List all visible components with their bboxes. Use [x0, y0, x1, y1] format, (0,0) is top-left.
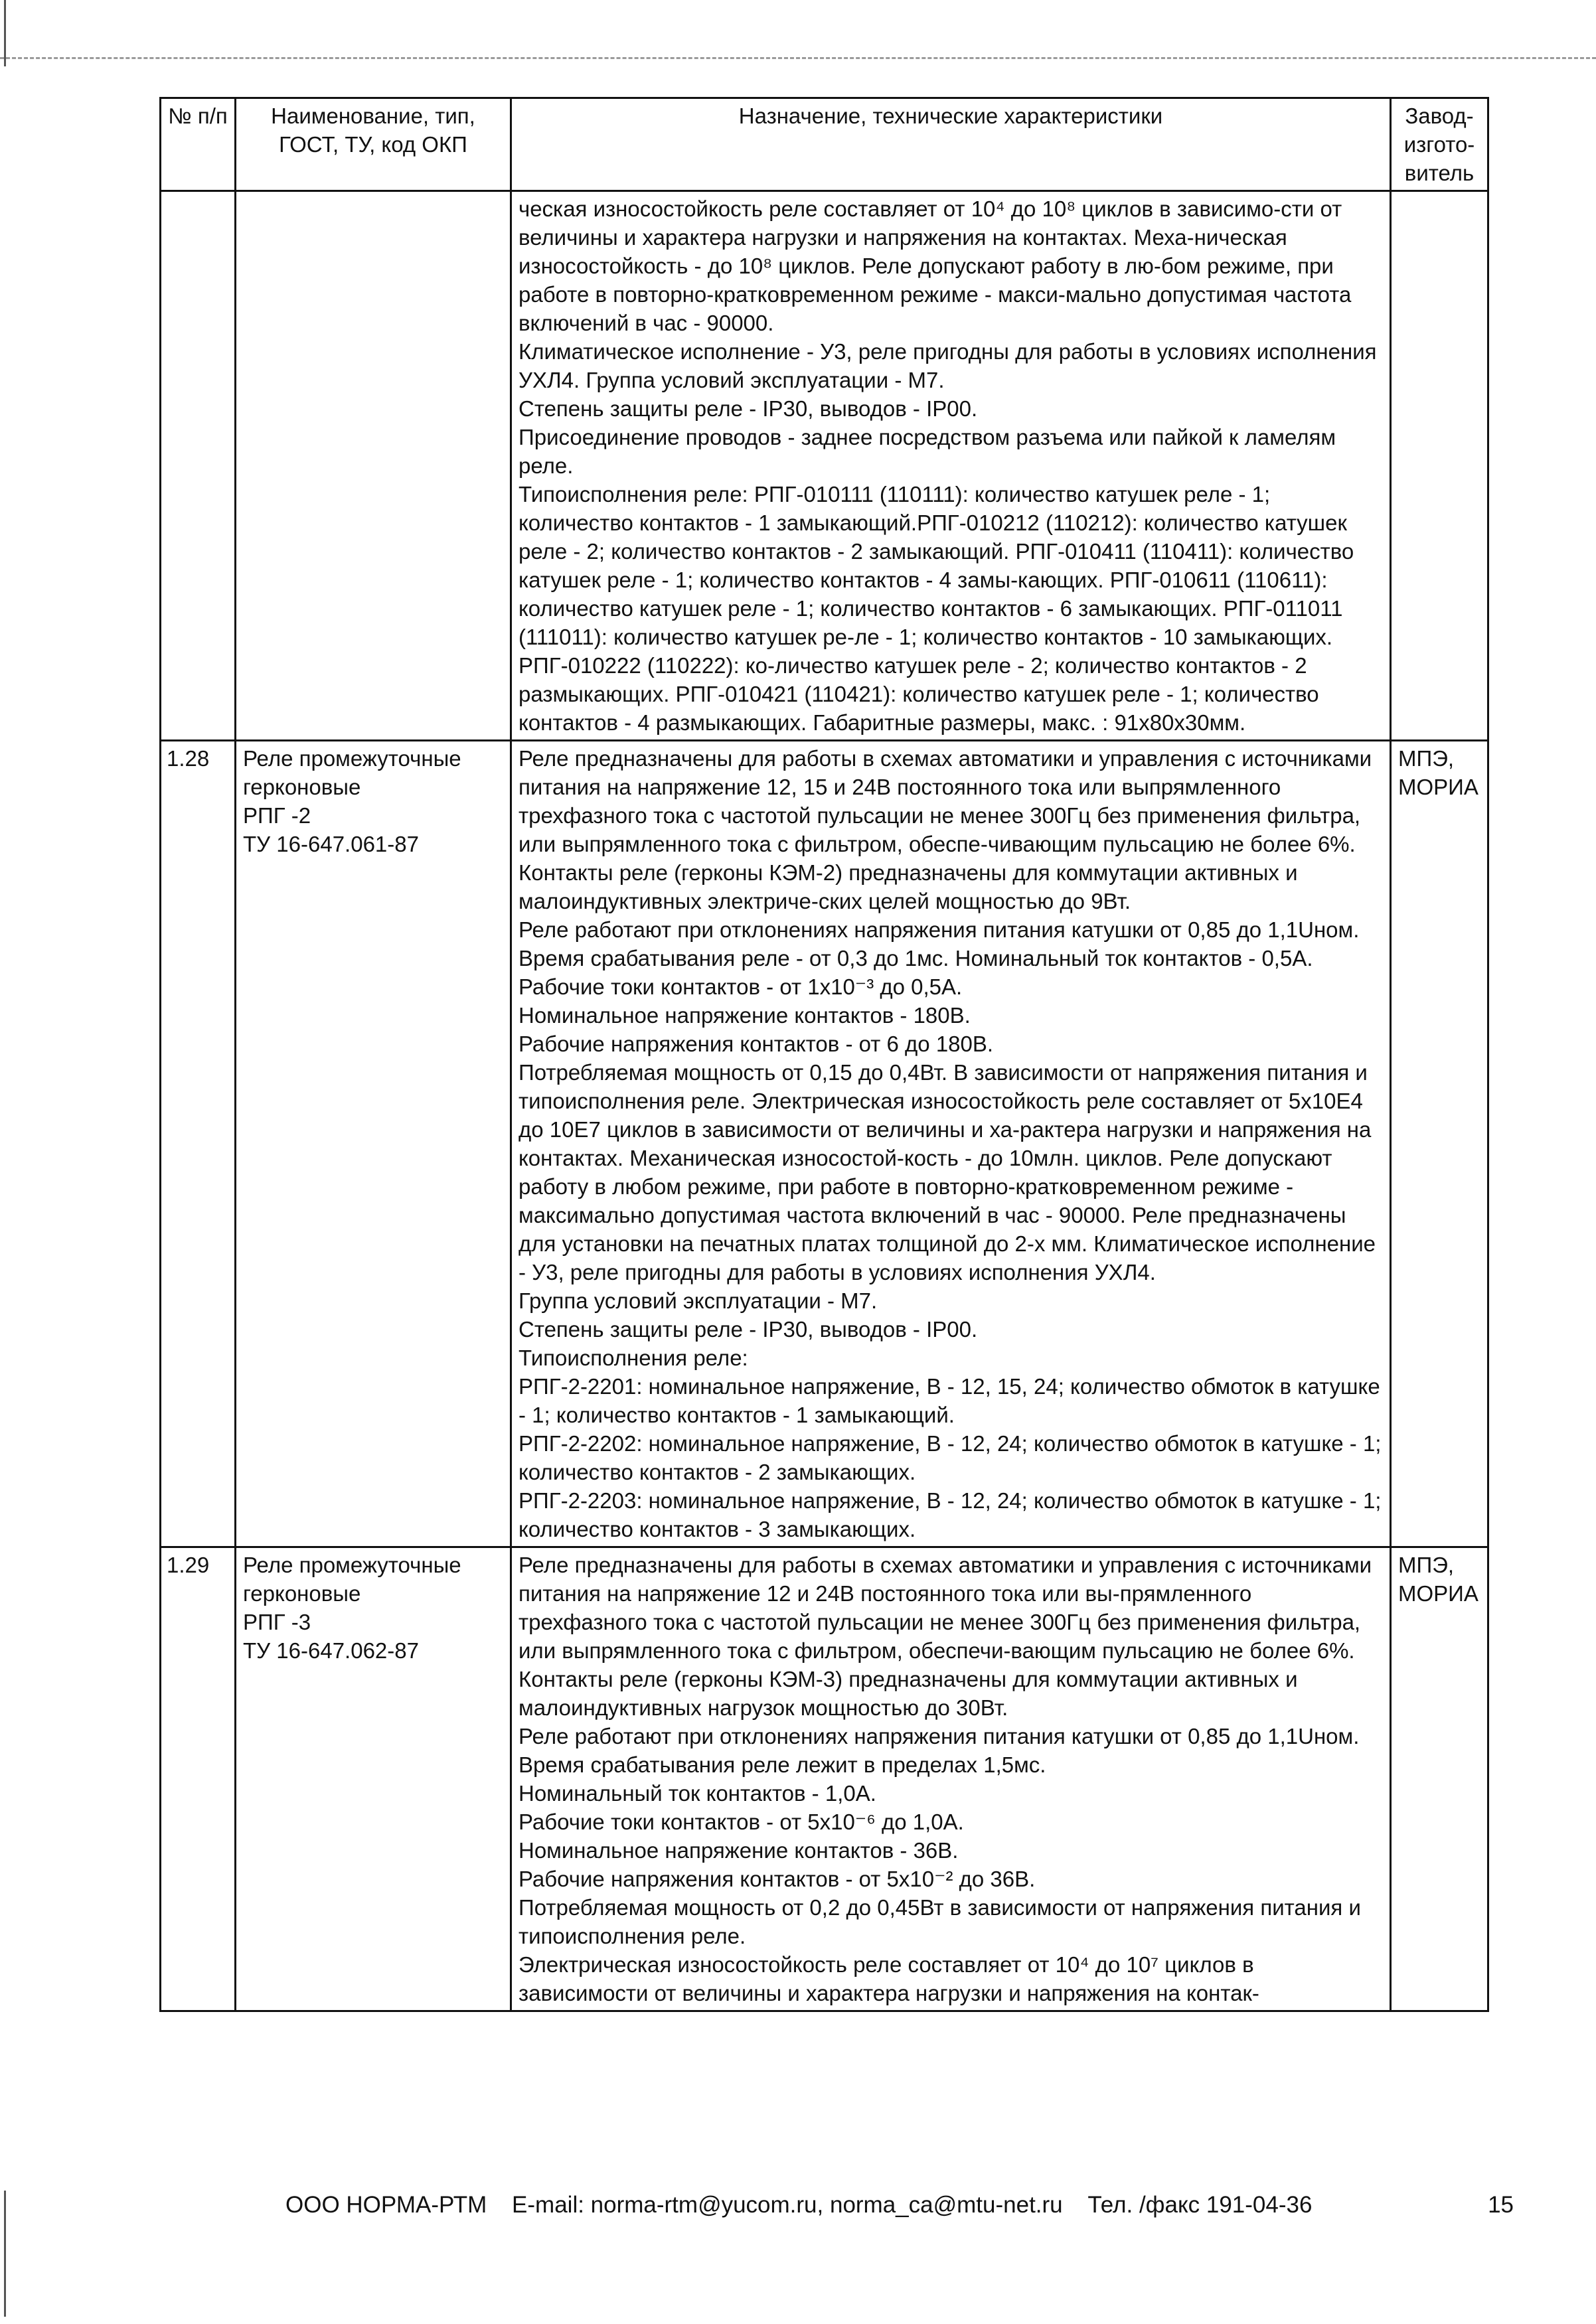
scan-artifact-line [0, 57, 1596, 59]
maker-cell [1391, 191, 1488, 741]
paragraph: Группа условий эксплуатации - М7. [519, 1288, 878, 1313]
paragraph: Реле работают при отклонениях напряжения питания катушки от 0,85 до 1,1Uном. Время срабатывания реле лежит в пределах 1,5мс. [519, 1724, 1360, 1777]
paragraph: Номинальное напряжение контактов - 180В. [519, 1003, 971, 1028]
footer-phone: Тел. /факс 191-04-36 [1087, 2192, 1313, 2218]
paragraph: Реле предназначены для работы в схемах автоматики и управления с источниками питания на напряжение 12, 15 и 24В постоянного тока или выпрямленного трехфазного тока с частотой пульсации не менее 300Гц без применения фильтра, или выпрямленного тока с фильтром, обеспе-чивающим пульсацию не более 6%. Контакты реле (герконы КЭМ-2) предназначены для коммутации активных и малоиндуктивных электриче-ских целей мощностью до 9Вт. [519, 746, 1372, 913]
header-purpose: Назначение, технические характеристики [511, 98, 1391, 191]
name-line: Реле промежуточные [243, 746, 461, 771]
footer-email: E-mail: norma-rtm@yucom.ru, norma_ca@mtu-net.ru [512, 2192, 1063, 2218]
name-line: Реле промежуточные [243, 1553, 461, 1577]
num-cell: 1.29 [161, 1547, 236, 2011]
header-name: Наименование, тип, ГОСТ, ТУ, код ОКП [236, 98, 511, 191]
paragraph: Климатическое исполнение - У3, реле пригодны для работы в условиях исполнения УХЛ4. Группа условий эксплуатации - М7. [519, 339, 1377, 392]
paragraph: Реле предназначены для работы в схемах автоматики и управления с источниками питания на напряжение 12 и 24В постоянного тока или вы-прямленного трехфазного тока с частотой пульсации не менее 300Гц без применения фильтра, или выпрямленного тока с фильтром, обеспечи-вающим пульсацию не более 6%. [519, 1553, 1372, 1663]
name-cell [236, 741, 511, 1547]
purpose-cell [511, 1547, 1391, 2011]
paragraph: Типоисполнения реле: РПГ-010111 (110111): количество катушек реле - 1; количество контактов - 1 замыкающий.РПГ-010212 (110212): количество катушек реле - 2; количество контактов - 2 замыкающий. РПГ-010411 (110411): количество катушек реле - 1; количество контактов - 4 замы-кающих. РПГ-010611 (110611): количество катушек реле - 1; количество контактов - 6 замыкающих. РПГ-011011 (111011): количество катушек ре-ле - 1; количество контактов - 10 замыкающих. РПГ-010222 (110222): ко-личество катушек реле - 2; количество контактов - 2 размыкающих. РПГ-010421 (110421): количество катушек реле - 1; количество контактов - 4 размыкающих. Габаритные размеры, макс. : 91x80x30мм. [519, 482, 1354, 735]
num-cell [161, 191, 236, 741]
table-row-1-28 [161, 741, 1488, 1547]
paragraph: Контакты реле (герконы КЭМ-3) предназначены для коммутации активных и малоиндуктивных нагрузок мощностью до 30Вт. [519, 1667, 1298, 1720]
paragraph: Потребляемая мощность от 0,2 до 0,45Вт в зависимости от напряжения питания и типоисполнения реле. [519, 1895, 1361, 1948]
name-line: ТУ 16-647.062-87 [243, 1638, 419, 1663]
paragraph: Рабочие напряжения контактов - от 5x10⁻² до 36В. [519, 1867, 1036, 1891]
purpose-cell [511, 741, 1391, 1547]
paragraph: Степень защиты реле - IP30, выводов - IP00. [519, 1317, 978, 1342]
scan-edge-mark [4, 0, 6, 66]
maker-cell: МПЭ, МОРИА [1391, 1547, 1488, 2011]
paragraph: Номинальный ток контактов - 1,0А. [519, 1781, 876, 1806]
paragraph: РПГ-2-2203: номинальное напряжение, В - 12, 24; количество обмоток в катушке - 1; количество контактов - 3 замыкающих. [519, 1488, 1382, 1541]
paragraph: РПГ-2-2202: номинальное напряжение, В - 12, 24; количество обмоток в катушке - 1; количество контактов - 2 замыкающих. [519, 1431, 1382, 1484]
paragraph: Рабочие напряжения контактов - от 6 до 180В. [519, 1032, 994, 1056]
scan-edge-mark-bottom [4, 2191, 6, 2317]
table-row-continuation [161, 191, 1488, 741]
paragraph: Рабочие токи контактов - от 5x10⁻⁶ до 1,0А. [519, 1810, 964, 1834]
name-line: РПГ -3 [243, 1610, 311, 1634]
page-footer [285, 2191, 1514, 2220]
specification-table [159, 97, 1489, 2012]
paragraph: Типоисполнения реле: [519, 1346, 748, 1370]
header-num: № п/п [161, 98, 236, 191]
paragraph: Потребляемая мощность от 0,15 до 0,4Вт. В зависимости от напряжения питания и типоисполнения реле. Электрическая износостойкость реле составляет от 5x10E4 до 10E7 циклов в зависимости от величины и ха-рактера нагрузки и напряжения на контактах. Механическая износостой-кость - до 10млн. циклов. Реле допускают работу в любом режиме, при работе в повторно-кратковременном режиме - максимально допустимая частота включений в час - 90000. Реле предназначены для установки на печатных платах толщиной до 2-х мм. Климатическое исполнение - У3, реле пригодны для работы в условиях исполнения УХЛ4. [519, 1060, 1376, 1284]
num-cell: 1.28 [161, 741, 236, 1547]
footer-company: ООО НОРМА-РТМ [285, 2192, 487, 2218]
table-row-1-29 [161, 1547, 1488, 2011]
name-cell [236, 1547, 511, 2011]
paragraph: Присоединение проводов - заднее посредством разъема или пайкой к ламелям реле. [519, 425, 1336, 478]
paragraph: Номинальное напряжение контактов - 36В. [519, 1838, 959, 1863]
paragraph: ческая износостойкость реле составляет от 10⁴ до 10⁸ циклов в зависимо-сти от величины и характера нагрузки и напряжения на контактах. Меха-ническая износостойкость - до 10⁸ циклов. Реле допускают работу в лю-бом режиме, при работе в повторно-кратковременном режиме - макси-мально допустимая частота включений в час - 90000. [519, 196, 1352, 335]
name-cell [236, 191, 511, 741]
purpose-cell [511, 191, 1391, 741]
paragraph: Реле работают при отклонениях напряжения питания катушки от 0,85 до 1,1Uном. Время срабатывания реле - от 0,3 до 1мс. Номинальный ток контактов - 0,5А. Рабочие токи контактов - от 1x10⁻³ до 0,5А. [519, 917, 1360, 999]
paragraph: Электрическая износостойкость реле составляет от 10⁴ до 10⁷ циклов в зависимости от величины и характера нагрузки и напряжения на контак- [519, 1952, 1259, 2005]
name-line: герконовые [243, 775, 361, 799]
header-maker: Завод-изгото-витель [1391, 98, 1488, 191]
name-line: РПГ -2 [243, 803, 311, 828]
paragraph: Степень защиты реле - IP30, выводов - IP00. [519, 396, 978, 421]
maker-cell: МПЭ, МОРИА [1391, 741, 1488, 1547]
name-line: герконовые [243, 1581, 361, 1606]
table-header-row [161, 98, 1488, 191]
paragraph: РПГ-2-2201: номинальное напряжение, В - 12, 15, 24; количество обмоток в катушке - 1; количество контактов - 1 замыкающий. [519, 1374, 1380, 1427]
page-number: 15 [1488, 2192, 1514, 2218]
name-line: ТУ 16-647.061-87 [243, 832, 419, 856]
